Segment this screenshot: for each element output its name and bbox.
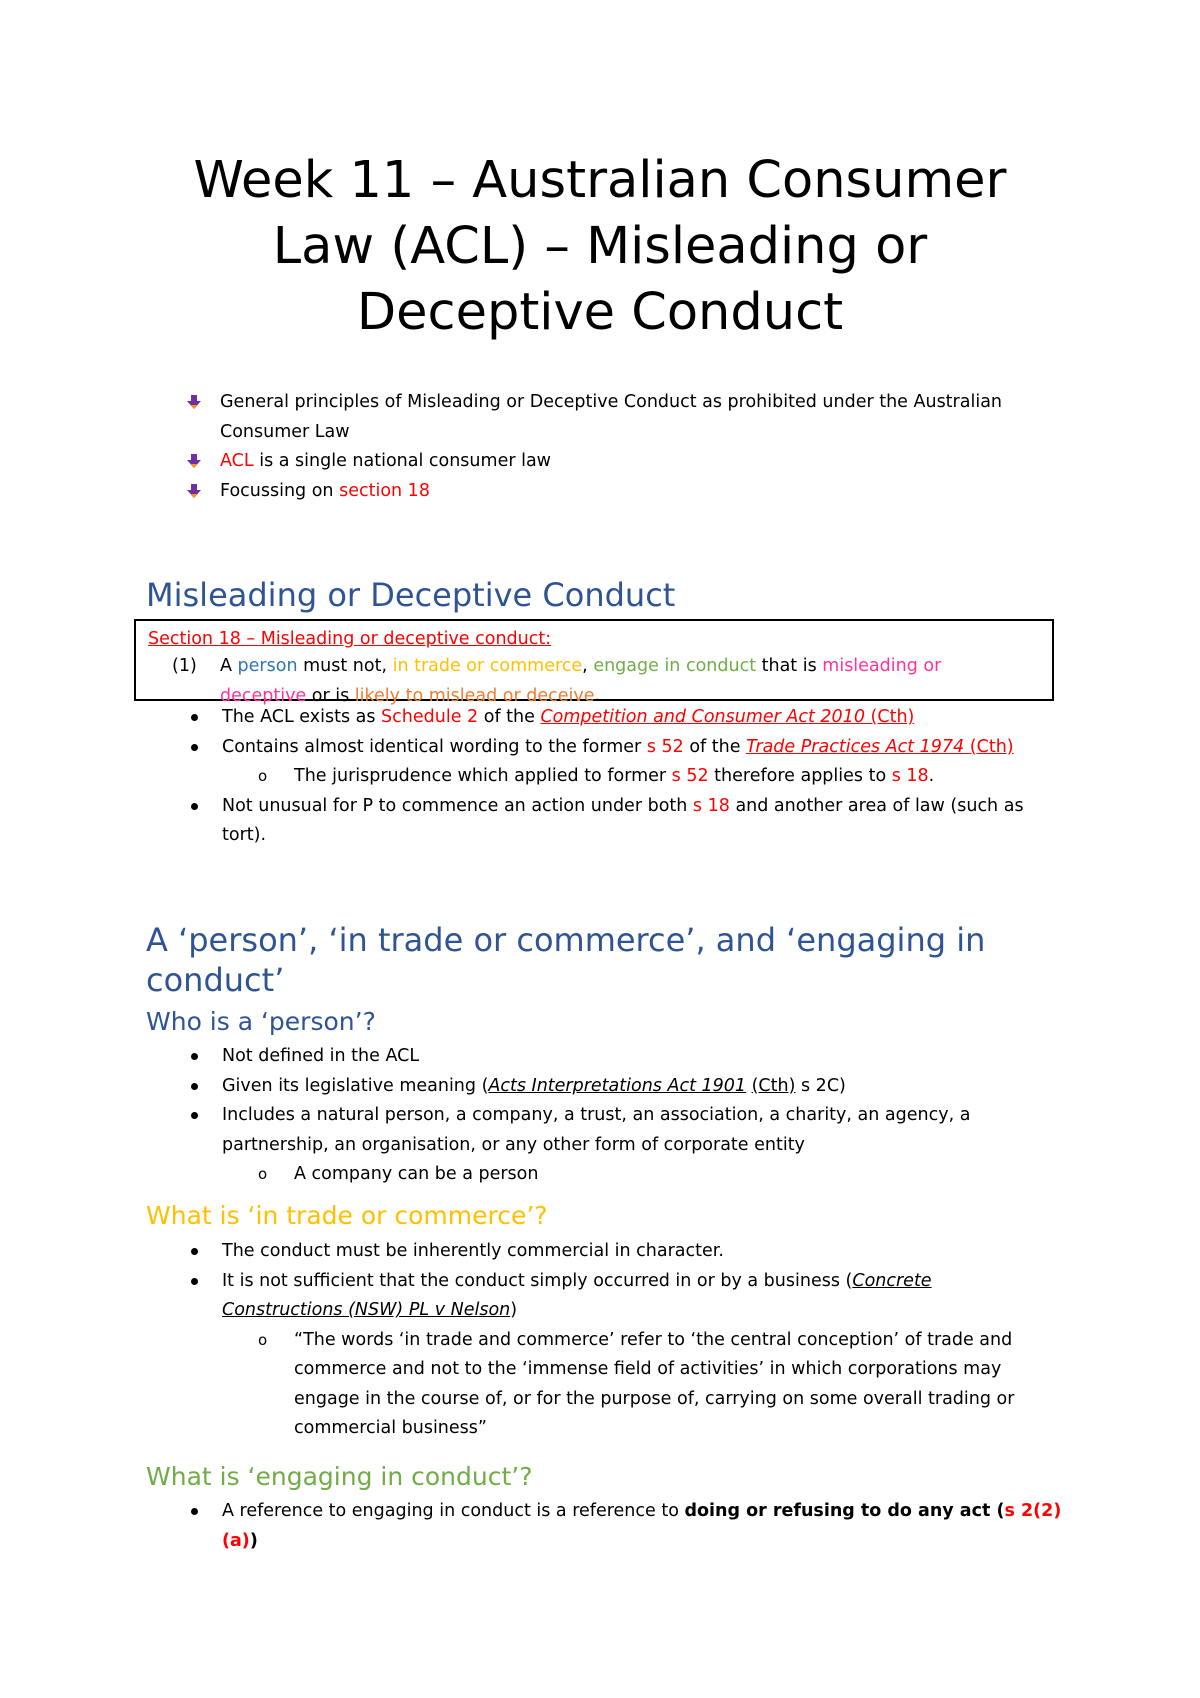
title-line: Deceptive Conduct xyxy=(356,283,844,342)
bullet xyxy=(191,803,198,810)
sub-bullet: o xyxy=(258,767,268,785)
intro-item: General principles of Misleading or Deceptive Conduct as prohibited under the Australian Consumer Law xyxy=(186,388,1002,447)
intro-item: ACL is a single national consumer law xyxy=(186,447,1002,477)
subsection-heading: What is ‘engaging in conduct’? xyxy=(146,1462,533,1491)
section-18-box xyxy=(134,619,1054,706)
title-line: Week 11 – Australian Consumer xyxy=(193,151,1007,210)
list-item: The conduct must be inherently commercial in character. xyxy=(186,1237,1014,1267)
list-item: Not unusual for P to commence an action under both s 18 and another area of law (such as tort). xyxy=(186,792,1024,851)
intro-item: Focussing on section 18 xyxy=(186,477,1002,507)
box-heading: Section 18 – Misleading or deceptive conduct: xyxy=(148,629,552,649)
list-item: Given its legislative meaning (Acts Interpretations Act 1901 (Cth) s 2C) xyxy=(186,1072,970,1102)
list-item: The ACL exists as Schedule 2 of the Competition and Consumer Act 2010 (Cth) xyxy=(186,703,1024,733)
link-case[interactable]: Constructions (NSW) PL v Nelson xyxy=(222,1300,511,1320)
list-sub-item: o “The words ‘in trade and commerce’ refer to ‘the central conception’ of trade and commerce and not to the ‘immense field of activities’ in which corporations may engage in the course of, or for the purpose of, carrying on some overall trading or commercial business” xyxy=(186,1326,1014,1444)
subsection-heading: Who is a ‘person’? xyxy=(146,1007,376,1036)
title-line: Law (ACL) – Misleading or xyxy=(272,217,928,276)
who-list xyxy=(186,1042,970,1190)
list-item: A reference to engaging in conduct is a reference to doing or refusing to do any act (s 2(2) (a)) xyxy=(186,1497,1061,1556)
list-sub-item: o The jurisprudence which applied to former s 52 therefore applies to s 18. xyxy=(186,762,1024,792)
sub-bullet: o xyxy=(258,1330,268,1349)
bullet xyxy=(191,1248,198,1255)
engaging-list xyxy=(186,1497,1061,1556)
bullet xyxy=(191,1053,198,1060)
bullet xyxy=(191,1112,198,1119)
link-case[interactable]: Concrete xyxy=(852,1270,932,1291)
list-item: Not defined in the ACL xyxy=(186,1042,970,1072)
list-item: It is not sufficient that the conduct simply occurred in or by a business (Concrete Constructions (NSW) PL v Nelson) xyxy=(186,1267,1014,1326)
list-sub-item: o A company can be a person xyxy=(186,1160,970,1190)
section1-list xyxy=(186,703,1024,851)
arrow-bullet-icon xyxy=(186,394,202,410)
page-title xyxy=(120,148,1080,346)
link-act[interactable]: Acts Interpretations Act 1901 xyxy=(488,1075,747,1096)
bullet xyxy=(191,1278,198,1285)
list-item: Contains almost identical wording to the former s 52 of the Trade Practices Act 1974 (Cth) xyxy=(186,733,1024,763)
trade-list xyxy=(186,1237,1014,1444)
list-item: Includes a natural person, a company, a trust, an association, a charity, an agency, a partnership, an organisation, or any other form of corporate entity xyxy=(186,1101,970,1160)
section-heading: Misleading or Deceptive Conduct xyxy=(146,576,676,614)
bullet xyxy=(191,1083,198,1090)
bullet xyxy=(191,714,198,721)
bullet xyxy=(191,1508,198,1515)
box-item: (1) A person must not, in trade or commerce, engage in conduct that is misleading or deceptive or is likely to mislead or deceive. xyxy=(172,656,942,706)
arrow-bullet-icon xyxy=(186,453,202,469)
arrow-bullet-icon xyxy=(186,483,202,499)
sub-bullet: o xyxy=(258,1165,268,1183)
link-act[interactable]: Competition and Consumer Act 2010 xyxy=(540,707,865,727)
link-act[interactable]: Trade Practices Act 1974 xyxy=(746,736,965,757)
intro-list xyxy=(186,388,1002,506)
bullet xyxy=(191,744,198,751)
section-heading: A ‘person’, ‘in trade or commerce’, and ‘engaging in conduct’ xyxy=(146,921,986,999)
subsection-heading: What is ‘in trade or commerce’? xyxy=(146,1201,548,1230)
